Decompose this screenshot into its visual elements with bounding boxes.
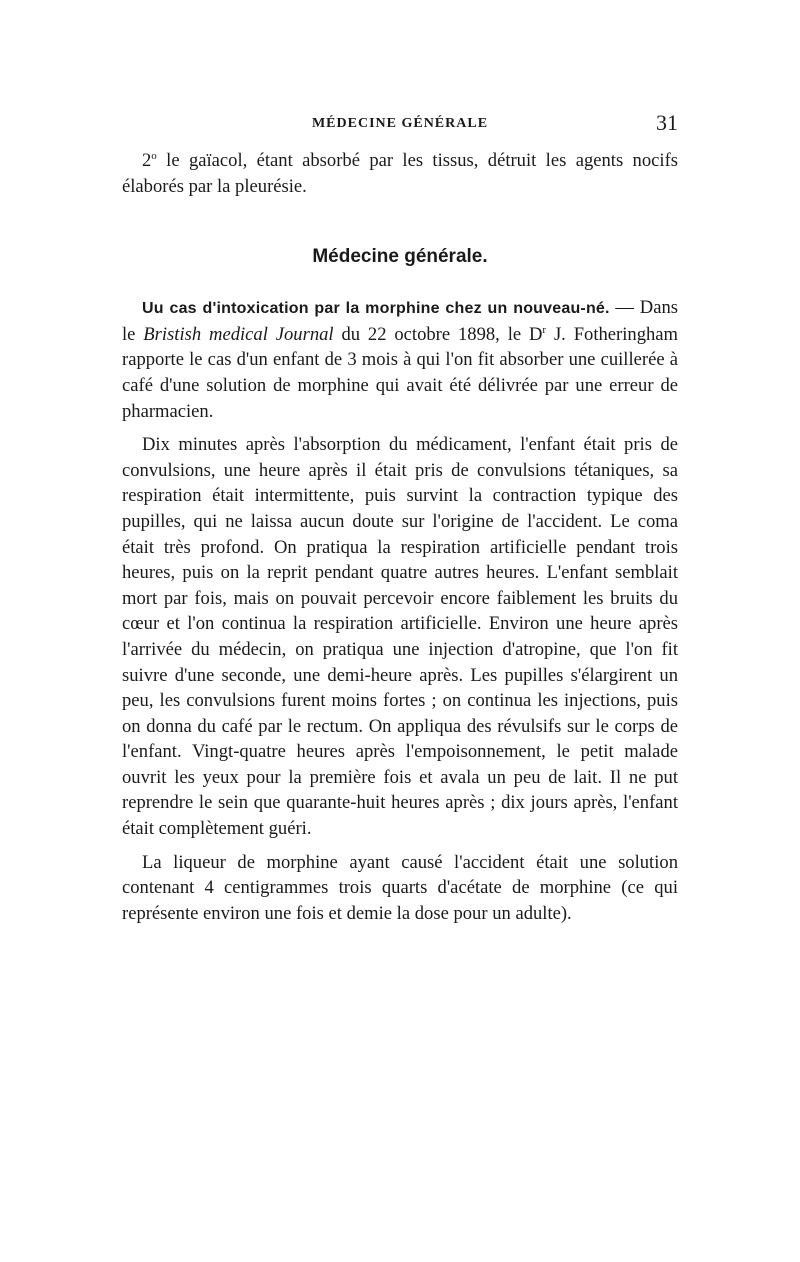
page-number: 31 [656,110,678,135]
intro-text: le gaïacol, étant absorbé par les tissus, détruit les agents nocifs élaborés par la pleurésie. [122,150,678,197]
intro-lead-sup: o [151,149,157,162]
journal-name: Bristish medical Journal [143,323,334,345]
running-title: MÉDECINE GÉNÉRALE [311,116,489,131]
article-p1-b: du 22 octobre 1898, le D [333,323,543,345]
article-p1-sup: r [542,323,547,336]
article-p1-c: J. Fotheringham rapporte le cas d'un enfant de 3 mois à qui l'on fit absorber une cuillerée à café d'une solution de morphine qui avait été délivrée par une erreur de pharmacien. [122,323,679,422]
intro-paragraph [122,148,678,199]
article-paragraph-3: La liqueur de morphine ayant causé l'accident était une solution contenant 4 centigrammes trois quarts d'acétate de morphine (ce qui représente environ une fois et demie la dose pour un adulte). [122,851,678,924]
article-paragraph-2: Dix minutes après l'absorption du médicament, l'enfant était pris de convulsions, une heure après il était pris de convulsions tétaniques, sa respiration était intermittente, puis survint la contraction typique des pupilles, qui ne laissa aucun doute sur l'origine de l'accident. Le coma était très profond. On pratiqua la respiration artificielle pendant trois heures, puis on la reprit pendant quatre autres heures. L'enfant semblait mort par fois, mais on pouvait percevoir encore faiblement les bruits du cœur et l'on continua la respiration artificielle. Environ une heure après l'arrivée du médecin, on pratiqua une injection d'atropine, que l'on fit suivre d'une seconde, une demi-heure après. Les pupilles s'élargirent un peu, les convulsions furent moins fortes ; on continua les injections, puis on donna du café par le rectum. On appliqua des révulsifs sur le corps de l'enfant. Vingt-quatre heures après l'empoisonnement, le petit malade ouvrit les yeux pour la première fois et avala un peu de lait. Il ne put reprendre le sein que quarante-huit heures après ; dix jours après, l'enfant était complètement guéri. [122,434,678,840]
article-paragraph-1 [122,295,678,424]
section-heading: Médecine générale. [312,246,488,268]
document-page [122,110,678,926]
running-header [122,110,678,142]
intro-lead: 2 [142,150,152,171]
article-p1-a: — Dans le [122,297,678,345]
article-title: Uu cas d'intoxication par la morphine chez un nouveau-né. [142,300,610,318]
